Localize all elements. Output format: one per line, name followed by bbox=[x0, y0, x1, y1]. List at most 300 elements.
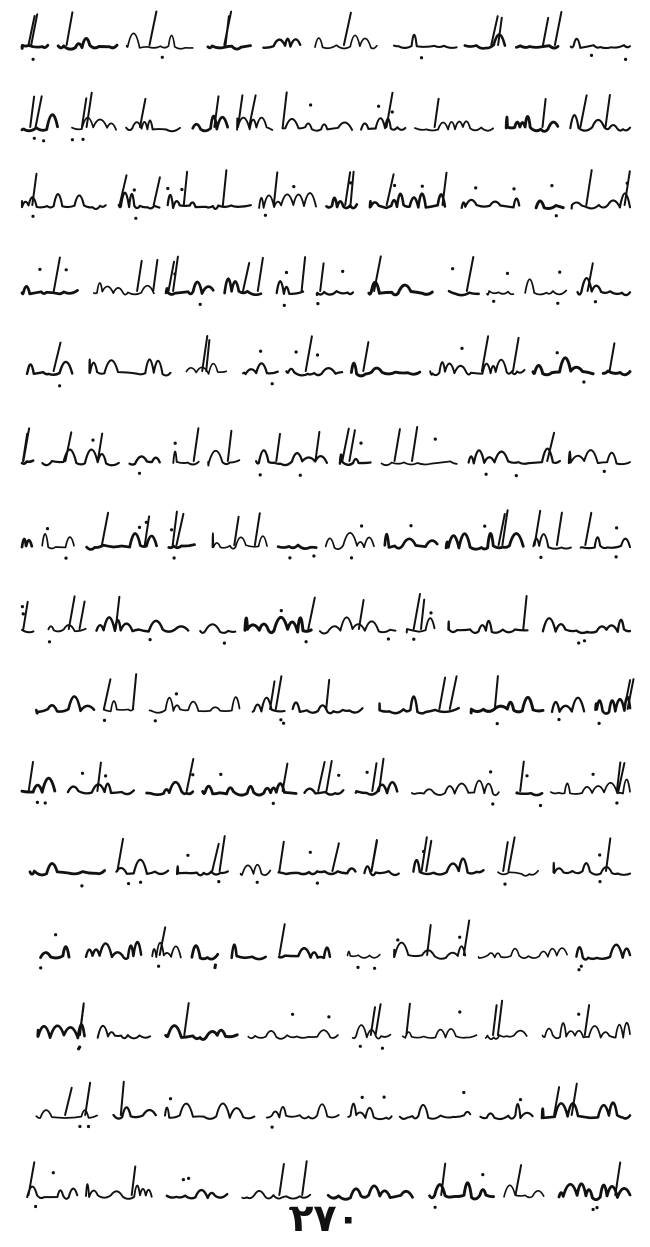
ink-dot bbox=[309, 851, 312, 854]
ink-dot bbox=[515, 474, 518, 477]
ink-stroke bbox=[446, 533, 523, 549]
ink-dot bbox=[592, 773, 595, 776]
ink-dot bbox=[422, 850, 425, 853]
ink-dot bbox=[42, 139, 45, 142]
manuscript-line-6 bbox=[18, 428, 633, 468]
ink-dot bbox=[582, 380, 585, 383]
ink-stroke bbox=[232, 945, 266, 959]
ink-ascender bbox=[349, 430, 355, 461]
ink-stroke bbox=[348, 951, 380, 958]
ink-dot bbox=[341, 270, 344, 273]
ink-dot bbox=[519, 1098, 522, 1101]
ink-dot bbox=[22, 612, 25, 615]
ink-dot bbox=[383, 1096, 386, 1099]
manuscript-line-5 bbox=[18, 338, 633, 378]
ink-dot bbox=[558, 271, 561, 274]
ink-ascender bbox=[133, 674, 136, 709]
ink-stroke bbox=[263, 39, 300, 48]
ink-ascender bbox=[302, 257, 306, 291]
ink-stroke bbox=[340, 455, 371, 465]
ink-dot bbox=[577, 1013, 580, 1016]
ink-stroke bbox=[369, 282, 432, 295]
ink-stroke bbox=[536, 201, 563, 209]
ink-ascender bbox=[65, 432, 71, 461]
ink-ascender bbox=[302, 1161, 307, 1195]
ink-stroke bbox=[283, 119, 353, 131]
ink-ascender bbox=[422, 837, 427, 871]
ink-stroke bbox=[165, 1103, 254, 1118]
ink-ascender bbox=[606, 95, 610, 127]
ink-dot bbox=[598, 853, 601, 856]
ink-stroke bbox=[412, 781, 499, 796]
ink-ascender bbox=[320, 263, 323, 291]
ink-dot bbox=[299, 474, 302, 477]
manuscript-line-13 bbox=[18, 1002, 633, 1042]
ink-dot bbox=[223, 642, 226, 645]
ink-ascender bbox=[194, 428, 199, 461]
ink-stroke bbox=[469, 449, 560, 464]
ink-stroke bbox=[400, 1105, 470, 1119]
ink-dot bbox=[169, 1097, 172, 1100]
ink-stroke bbox=[305, 789, 344, 795]
ink-stroke bbox=[237, 118, 272, 130]
ink-stroke bbox=[192, 946, 218, 959]
ink-dot bbox=[556, 302, 559, 305]
ink-dot bbox=[485, 473, 488, 476]
ink-ascender bbox=[493, 1005, 497, 1035]
ink-stroke bbox=[533, 358, 593, 375]
ink-ascender bbox=[342, 429, 349, 461]
ink-stroke bbox=[279, 868, 356, 874]
ink-stroke bbox=[36, 696, 94, 713]
ink-dot bbox=[145, 521, 148, 524]
ink-dot bbox=[483, 525, 486, 528]
ink-stroke bbox=[208, 46, 251, 49]
ink-dot bbox=[87, 1125, 90, 1128]
ink-stroke bbox=[114, 1107, 156, 1118]
ink-stroke bbox=[126, 121, 180, 132]
ink-ascender bbox=[498, 1001, 502, 1035]
ink-dot bbox=[525, 774, 528, 777]
ink-dot bbox=[429, 611, 432, 614]
ink-ascender bbox=[279, 924, 284, 955]
ink-stroke bbox=[525, 279, 566, 294]
ink-stroke bbox=[22, 115, 58, 131]
ink-stroke bbox=[479, 948, 568, 958]
ink-dot bbox=[481, 1173, 484, 1176]
ink-stroke bbox=[104, 701, 134, 711]
ink-ascender bbox=[258, 258, 263, 291]
ink-dot bbox=[58, 384, 61, 387]
ink-dot bbox=[356, 966, 359, 969]
ink-ascender bbox=[421, 600, 424, 629]
ink-dot bbox=[54, 933, 57, 936]
ink-dot bbox=[420, 56, 423, 59]
ink-stroke bbox=[212, 533, 267, 548]
ink-ascender bbox=[279, 842, 283, 871]
ink-stroke bbox=[97, 617, 189, 631]
ink-ascender bbox=[276, 434, 280, 461]
ink-stroke bbox=[27, 362, 72, 375]
ink-stroke bbox=[267, 1104, 339, 1118]
ink-dot bbox=[214, 964, 217, 967]
ink-ascender bbox=[439, 678, 445, 709]
ink-ascender bbox=[184, 172, 187, 205]
ink-stroke bbox=[382, 461, 457, 465]
ink-dot bbox=[577, 641, 580, 644]
ink-dot bbox=[157, 965, 160, 968]
ink-ascender bbox=[306, 336, 312, 371]
ink-ascender bbox=[372, 763, 376, 791]
ink-ascender bbox=[270, 681, 274, 709]
ink-dot bbox=[366, 771, 369, 774]
ink-ascender bbox=[283, 92, 287, 127]
ink-stroke bbox=[119, 193, 160, 209]
ink-dot bbox=[327, 1015, 330, 1018]
ink-ascender bbox=[363, 342, 368, 371]
ink-stroke bbox=[394, 943, 465, 959]
ink-ascender bbox=[435, 99, 439, 127]
ink-dot bbox=[280, 609, 283, 612]
ink-dot bbox=[359, 442, 362, 445]
ink-stroke bbox=[480, 1104, 532, 1119]
ink-stroke bbox=[320, 617, 396, 633]
ink-dot bbox=[626, 182, 629, 185]
ink-dot bbox=[377, 105, 380, 108]
ink-dot bbox=[291, 1013, 294, 1016]
ink-dot bbox=[557, 718, 560, 721]
ink-stroke bbox=[166, 1026, 238, 1040]
ink-dot bbox=[458, 1010, 461, 1013]
ink-dot bbox=[33, 137, 36, 140]
ink-ascender bbox=[69, 596, 75, 629]
ink-stroke bbox=[241, 865, 271, 875]
ink-dot bbox=[52, 1171, 55, 1174]
ink-stroke bbox=[403, 1029, 477, 1038]
ink-stroke bbox=[193, 116, 228, 131]
ink-ascender bbox=[276, 676, 282, 709]
ink-ascender bbox=[513, 338, 519, 371]
ink-ascender bbox=[503, 842, 508, 871]
ink-stroke bbox=[30, 864, 105, 875]
ink-stroke bbox=[486, 1031, 527, 1040]
ink-ascender bbox=[426, 841, 431, 871]
ink-stroke bbox=[326, 533, 374, 549]
ink-ascender bbox=[274, 172, 278, 205]
ink-ascender bbox=[464, 921, 469, 956]
ink-ascender bbox=[177, 514, 184, 545]
ink-dot bbox=[624, 58, 627, 61]
ink-dot bbox=[134, 217, 137, 220]
ink-dot bbox=[32, 58, 35, 61]
ink-ascender bbox=[173, 512, 177, 545]
ink-stroke bbox=[552, 698, 584, 712]
ink-dot bbox=[359, 1045, 362, 1048]
ink-stroke bbox=[581, 537, 630, 548]
ink-ascender bbox=[557, 513, 562, 545]
ink-dot bbox=[434, 438, 437, 441]
ink-ascender bbox=[495, 676, 498, 709]
ink-stroke bbox=[200, 624, 235, 633]
ink-dot bbox=[305, 640, 308, 643]
ink-stroke bbox=[554, 863, 631, 875]
ink-stroke bbox=[286, 368, 342, 375]
ink-dot bbox=[103, 719, 106, 722]
ink-ascender bbox=[54, 343, 61, 371]
ink-stroke bbox=[243, 363, 278, 374]
ink-ascender bbox=[543, 99, 546, 127]
ink-dot bbox=[48, 640, 51, 643]
ink-stroke bbox=[517, 793, 543, 796]
ink-ascender bbox=[102, 513, 108, 545]
ink-ascender bbox=[120, 175, 127, 205]
ink-stroke bbox=[361, 118, 405, 130]
ink-stroke bbox=[415, 121, 493, 130]
ink-dot bbox=[598, 722, 601, 725]
ink-dot bbox=[594, 300, 597, 303]
ink-dot bbox=[256, 881, 259, 884]
ink-ascender bbox=[150, 12, 157, 46]
ink-ascender bbox=[523, 596, 526, 629]
ink-dot bbox=[282, 722, 285, 725]
ink-dot bbox=[191, 773, 194, 776]
ink-ascender bbox=[327, 761, 332, 791]
ink-dot bbox=[462, 1091, 465, 1094]
ink-ascender bbox=[23, 428, 29, 461]
ink-dot bbox=[81, 138, 84, 141]
ink-dot bbox=[360, 524, 363, 527]
ink-dot bbox=[264, 214, 267, 217]
ink-stroke bbox=[327, 198, 357, 208]
ink-dot bbox=[292, 185, 295, 188]
ink-dot bbox=[492, 300, 495, 303]
ink-dot bbox=[64, 557, 67, 560]
ink-ascender bbox=[520, 762, 524, 791]
ink-dot bbox=[577, 968, 580, 971]
ink-ascender bbox=[65, 1088, 72, 1115]
ink-stroke bbox=[168, 195, 251, 209]
ink-dot bbox=[217, 880, 220, 883]
ink-ascender bbox=[308, 598, 315, 629]
ink-stroke bbox=[506, 116, 558, 131]
ink-stroke bbox=[570, 115, 630, 131]
manuscript-line-8 bbox=[18, 596, 633, 636]
ink-dot bbox=[474, 186, 477, 189]
ink-dot bbox=[512, 187, 515, 190]
manuscript-line-4 bbox=[18, 258, 633, 298]
ink-dot bbox=[316, 353, 319, 356]
ink-dot bbox=[550, 184, 553, 187]
ink-ascender bbox=[615, 1163, 620, 1196]
ink-stroke bbox=[94, 283, 154, 295]
ink-dot bbox=[316, 882, 319, 885]
ink-stroke bbox=[572, 193, 631, 208]
ink-ascender bbox=[412, 427, 417, 461]
ink-dot bbox=[39, 966, 42, 969]
ink-ascender bbox=[283, 764, 288, 791]
ink-dot bbox=[166, 187, 169, 190]
ink-ascender bbox=[184, 1003, 188, 1035]
ink-ascender bbox=[80, 602, 85, 630]
ink-ascender bbox=[543, 18, 548, 45]
manuscript-line-9 bbox=[18, 676, 633, 716]
ink-dot bbox=[81, 772, 84, 775]
ink-ascender bbox=[36, 96, 42, 127]
ink-dot bbox=[31, 215, 34, 218]
ink-ascender bbox=[279, 1164, 284, 1195]
ink-dot bbox=[279, 718, 282, 721]
ink-stroke bbox=[277, 281, 303, 294]
ink-dot bbox=[451, 267, 454, 270]
ink-dot bbox=[133, 188, 136, 191]
ink-stroke bbox=[578, 278, 631, 295]
ink-ascender bbox=[586, 170, 591, 205]
ink-stroke bbox=[130, 456, 160, 464]
ink-dot bbox=[127, 882, 130, 885]
ink-ascender bbox=[450, 676, 457, 709]
ink-dot bbox=[173, 556, 176, 559]
ink-ascender bbox=[585, 513, 591, 545]
ink-ascender bbox=[255, 513, 260, 545]
ink-stroke bbox=[364, 866, 398, 875]
ink-ascender bbox=[610, 343, 615, 371]
ink-dot bbox=[460, 347, 463, 350]
ink-dot bbox=[603, 470, 606, 473]
ink-dot bbox=[259, 350, 262, 353]
manuscript-line-3 bbox=[18, 172, 633, 212]
ink-dot bbox=[272, 802, 275, 805]
ink-dot bbox=[396, 938, 399, 941]
ink-ascender bbox=[29, 1162, 35, 1195]
ink-ascender bbox=[406, 1004, 410, 1035]
ink-stroke bbox=[127, 33, 193, 48]
ink-dot bbox=[186, 854, 189, 857]
ink-dot bbox=[381, 1047, 384, 1050]
ink-stroke bbox=[487, 291, 513, 295]
ink-dot bbox=[391, 110, 394, 113]
ink-dot bbox=[175, 692, 178, 695]
ink-dot bbox=[46, 527, 49, 530]
ink-dot bbox=[309, 103, 312, 106]
ink-ascender bbox=[228, 431, 232, 461]
ink-ascender bbox=[467, 257, 474, 291]
ink-ascender bbox=[351, 172, 354, 205]
ink-ascender bbox=[555, 12, 562, 45]
ink-stroke bbox=[370, 194, 445, 208]
ink-stroke bbox=[317, 291, 353, 295]
manuscript-line-14 bbox=[18, 1082, 633, 1122]
ink-stroke bbox=[22, 778, 55, 792]
ink-stroke bbox=[89, 359, 170, 375]
ink-dot bbox=[259, 473, 262, 476]
ink-stroke bbox=[356, 782, 397, 794]
ink-dot bbox=[91, 439, 94, 442]
ink-stroke bbox=[348, 1104, 391, 1119]
ink-stroke bbox=[22, 539, 32, 547]
ink-dot bbox=[506, 272, 509, 275]
ink-stroke bbox=[351, 363, 419, 376]
ink-stroke bbox=[576, 945, 630, 960]
ink-dot bbox=[598, 880, 601, 883]
ink-dot bbox=[71, 138, 74, 141]
ink-dot bbox=[409, 524, 412, 527]
ink-dot bbox=[393, 184, 396, 187]
ink-ascender bbox=[153, 260, 157, 291]
ink-dot bbox=[556, 351, 559, 354]
ink-dot bbox=[182, 1178, 185, 1181]
ink-dot bbox=[539, 804, 542, 807]
ink-ascender bbox=[243, 263, 249, 291]
ink-ascender bbox=[372, 841, 378, 871]
ink-stroke bbox=[471, 697, 543, 712]
ink-stroke bbox=[116, 860, 168, 874]
ink-dot bbox=[154, 719, 157, 722]
ink-stroke bbox=[278, 545, 316, 549]
ink-stroke bbox=[225, 279, 261, 295]
ink-stroke bbox=[385, 534, 437, 548]
ink-ascender bbox=[54, 258, 60, 292]
ink-ascender bbox=[117, 839, 123, 871]
ink-dot bbox=[170, 528, 173, 531]
ink-dot bbox=[373, 967, 376, 970]
ink-stroke bbox=[394, 35, 457, 48]
ink-ascender bbox=[318, 762, 324, 791]
ink-dot bbox=[349, 181, 352, 184]
ink-stroke bbox=[533, 534, 571, 549]
ink-ascender bbox=[516, 1165, 522, 1195]
ink-stroke bbox=[569, 450, 630, 464]
handwritten-text-block bbox=[18, 20, 633, 1195]
ink-dot bbox=[503, 883, 506, 886]
ink-dot bbox=[38, 268, 41, 271]
ink-dot bbox=[387, 637, 390, 640]
ink-stroke bbox=[86, 942, 141, 959]
ink-dot bbox=[295, 350, 298, 353]
ink-dot bbox=[590, 54, 593, 57]
ink-ascender bbox=[29, 762, 33, 791]
ink-stroke bbox=[150, 697, 240, 713]
ink-dot bbox=[173, 272, 176, 275]
ink-ascender bbox=[395, 429, 400, 461]
ink-ascender bbox=[344, 13, 351, 45]
ink-ascender bbox=[137, 261, 142, 291]
ink-ascender bbox=[376, 1004, 381, 1035]
ink-stroke bbox=[42, 450, 118, 466]
ink-dot bbox=[161, 56, 164, 59]
ink-stroke bbox=[42, 534, 74, 548]
manuscript-line-12 bbox=[18, 922, 633, 962]
ink-stroke bbox=[72, 118, 116, 130]
ink-dot bbox=[174, 442, 177, 445]
ink-stroke bbox=[38, 1025, 85, 1038]
ink-stroke bbox=[98, 1026, 150, 1038]
ink-stroke bbox=[22, 286, 78, 294]
ink-ascender bbox=[220, 836, 225, 871]
ink-stroke bbox=[245, 617, 311, 632]
page-number: ٢٧٠ bbox=[290, 1196, 360, 1240]
ink-ascender bbox=[606, 838, 610, 871]
ink-ascender bbox=[67, 12, 73, 45]
manuscript-line-10 bbox=[18, 758, 633, 798]
ink-dot bbox=[80, 884, 83, 887]
ink-stroke bbox=[68, 784, 134, 794]
ink-stroke bbox=[448, 621, 527, 633]
ink-ascender bbox=[85, 1083, 90, 1115]
ink-stroke bbox=[22, 630, 33, 632]
ink-ascender bbox=[345, 172, 350, 205]
ink-ascender bbox=[580, 95, 586, 127]
ink-stroke bbox=[430, 360, 524, 375]
